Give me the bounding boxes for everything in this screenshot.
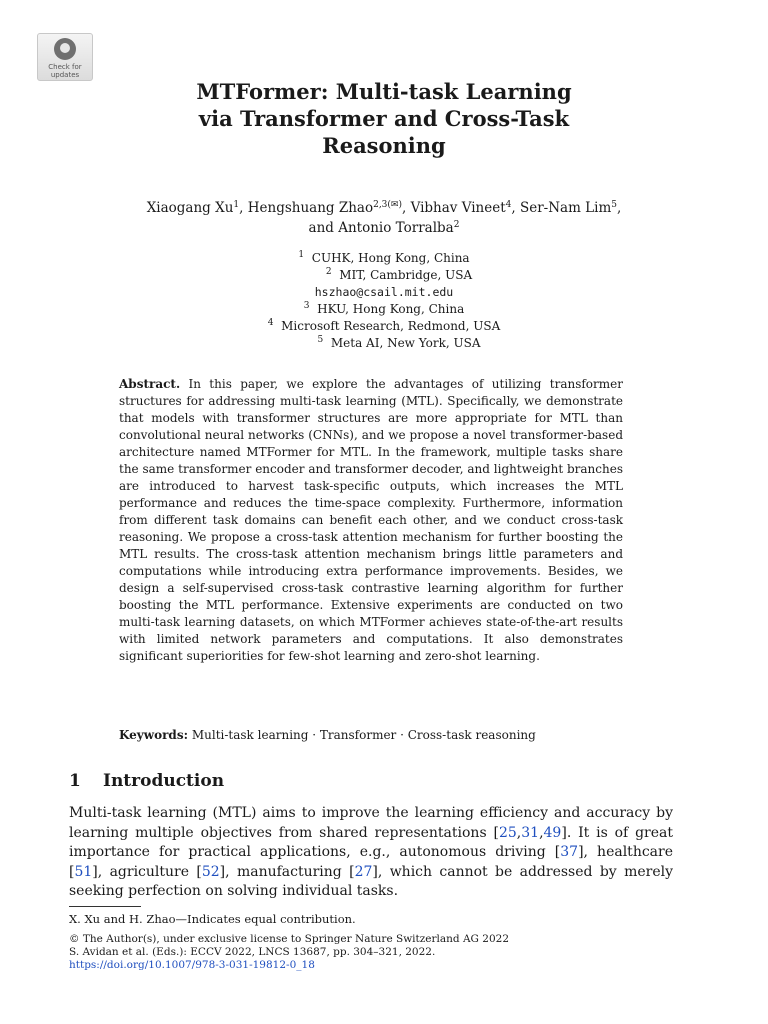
affiliation-item	[150, 250, 618, 267]
intro-text: , which cannot be addressed by merely seeking perfection on solving individual tasks.	[69, 863, 673, 899]
author-separator: ,	[511, 200, 520, 216]
affiliation-sup: 1	[298, 250, 305, 260]
intro-text: . It is of great importance for practical applications, e.g., autonomous driving	[69, 824, 673, 860]
contact-email[interactable]: hszhao@csail.mit.edu	[314, 285, 454, 299]
intro-text: , agriculture	[97, 863, 197, 880]
author-affil-sup: 2	[453, 220, 460, 230]
check-updates-icon	[54, 38, 76, 60]
affiliation-text: Microsoft Research, Redmond, USA	[281, 319, 501, 333]
affiliation-text: HKU, Hong Kong, China	[317, 302, 465, 316]
abstract	[119, 376, 623, 665]
author-separator: ,	[401, 200, 411, 216]
citation-link[interactable]: 31	[521, 824, 540, 841]
intro-text: , manufacturing	[225, 863, 350, 880]
affiliation-item	[150, 318, 618, 335]
author-affil-sup: 5	[611, 200, 617, 210]
author-name: Vibhav Vineet	[410, 200, 506, 216]
intro-paragraph: Multi-task learning (MTL) aims to improve the learning efficiency and accuracy by learning multiple objectives from shared representations [25,31,49]. It is of great importance for practical applications, e.g., autonomous driving [37], healthcare [51], agriculture [52], manufacturing [27], which cannot be addressed by merely seeking perfection on solving individual tasks.	[69, 805, 673, 899]
author-name: Hengshuang Zhao	[247, 200, 374, 216]
proceedings-line: S. Avidan et al. (Eds.): ECCV 2022, LNCS 13687, pp. 304–321, 2022.	[69, 946, 436, 958]
affiliation-item	[150, 335, 618, 352]
affiliation-sup: 4	[267, 318, 274, 328]
citation-link[interactable]: 51	[74, 863, 93, 880]
author-name: Xiaogang Xu	[146, 200, 234, 216]
abstract-label: Abstract.	[119, 377, 181, 391]
title-line-1: MTFormer: Multi-task Learning	[196, 79, 572, 104]
citation-link[interactable]: 49	[543, 824, 562, 841]
author-line-2	[70, 218, 698, 238]
author-affil-sup: 4	[505, 200, 512, 210]
doi-link[interactable]: https://doi.org/10.1007/978-3-031-19812-0_18	[69, 959, 315, 971]
affiliation-text: Meta AI, New York, USA	[330, 336, 481, 350]
author-list	[70, 198, 698, 238]
title-line-2: via Transformer and Cross-Task	[198, 106, 570, 131]
paper-title	[100, 78, 668, 159]
title-line-3: Reasoning	[322, 133, 446, 158]
affiliation-list	[150, 250, 618, 352]
author-name: Ser-Nam Lim	[519, 200, 612, 216]
affiliation-sup: 5	[317, 335, 324, 345]
check-for-updates-badge[interactable]	[37, 33, 93, 81]
keywords-text: Multi-task learning · Transformer · Cross-task reasoning	[191, 728, 536, 742]
copyright-line: © The Author(s), under exclusive license to Springer Nature Switzerland AG 2022	[69, 933, 509, 945]
affiliation-item	[150, 284, 618, 301]
copyright-block	[69, 933, 509, 972]
author-affil-sup: 1	[233, 200, 240, 210]
footnote-divider	[69, 906, 141, 907]
section-number: 1	[69, 771, 81, 791]
author-separator: ,	[239, 200, 248, 216]
badge-text-line2: updates	[50, 71, 80, 79]
keywords	[119, 727, 649, 744]
affiliation-sup: 3	[303, 301, 310, 311]
affiliation-text: CUHK, Hong Kong, China	[311, 251, 470, 265]
citation-link[interactable]: 52	[201, 863, 220, 880]
author-line-1	[70, 198, 698, 218]
badge-text-line1: Check for	[48, 63, 82, 71]
affiliation-text: MIT, Cambridge, USA	[339, 268, 473, 282]
section-heading	[69, 769, 224, 793]
citation-link[interactable]: 37	[560, 844, 579, 860]
affiliation-item	[150, 267, 618, 284]
intro-text: Multi-task learning (MTL) aims to improve the learning efficiency and accuracy by learning multiple objectives from shared representations	[69, 805, 673, 841]
affiliation-sup: 2	[325, 267, 332, 277]
citation-link[interactable]: 27	[354, 863, 373, 880]
author-affil-sup[interactable]: 2,3(✉)	[373, 200, 402, 210]
intro-text: , healthcare	[583, 844, 673, 860]
affiliation-item	[150, 301, 618, 318]
section-title: Introduction	[103, 771, 225, 791]
citation-link[interactable]: 25	[498, 824, 517, 841]
author-separator: ,	[617, 200, 622, 216]
keywords-label: Keywords:	[119, 728, 189, 742]
author-name: and Antonio Torralba	[308, 220, 454, 236]
citation-bracket: [	[493, 824, 499, 841]
abstract-text: In this paper, we explore the advantages of utilizing transformer structures for addressing multi-task learning (MTL). Specifically, we demonstrate that models with transformer structures are more appropriate for MTL than convolutional neural networks (CNNs), and we propose a novel transformer-based architecture named MTFormer for MTL. In the framework, multiple tasks share the same transformer encoder and transformer decoder, and lightweight branches are introduced to harvest task-specific outputs, which increases the MTL performance and reduces the time-space complexity. Furthermore, information from different task domains can benefit each other, and we conduct cross-task reasoning. We propose a cross-task attention mechanism for further boosting the MTL results. The cross-task attention mechanism brings little parameters and computations while introducing extra performance improvements. Besides, we design a self-supervised cross-task contrastive learning algorithm for further boosting the MTL performance. Extensive experiments are conducted on two multi-task learning datasets, on which MTFormer achieves state-of-the-art results with limited network parameters and computations. It also demonstrates significant superiorities for few-shot learning and zero-shot learning.	[119, 377, 623, 663]
footnote: X. Xu and H. Zhao—Indicates equal contribution.	[69, 912, 356, 926]
